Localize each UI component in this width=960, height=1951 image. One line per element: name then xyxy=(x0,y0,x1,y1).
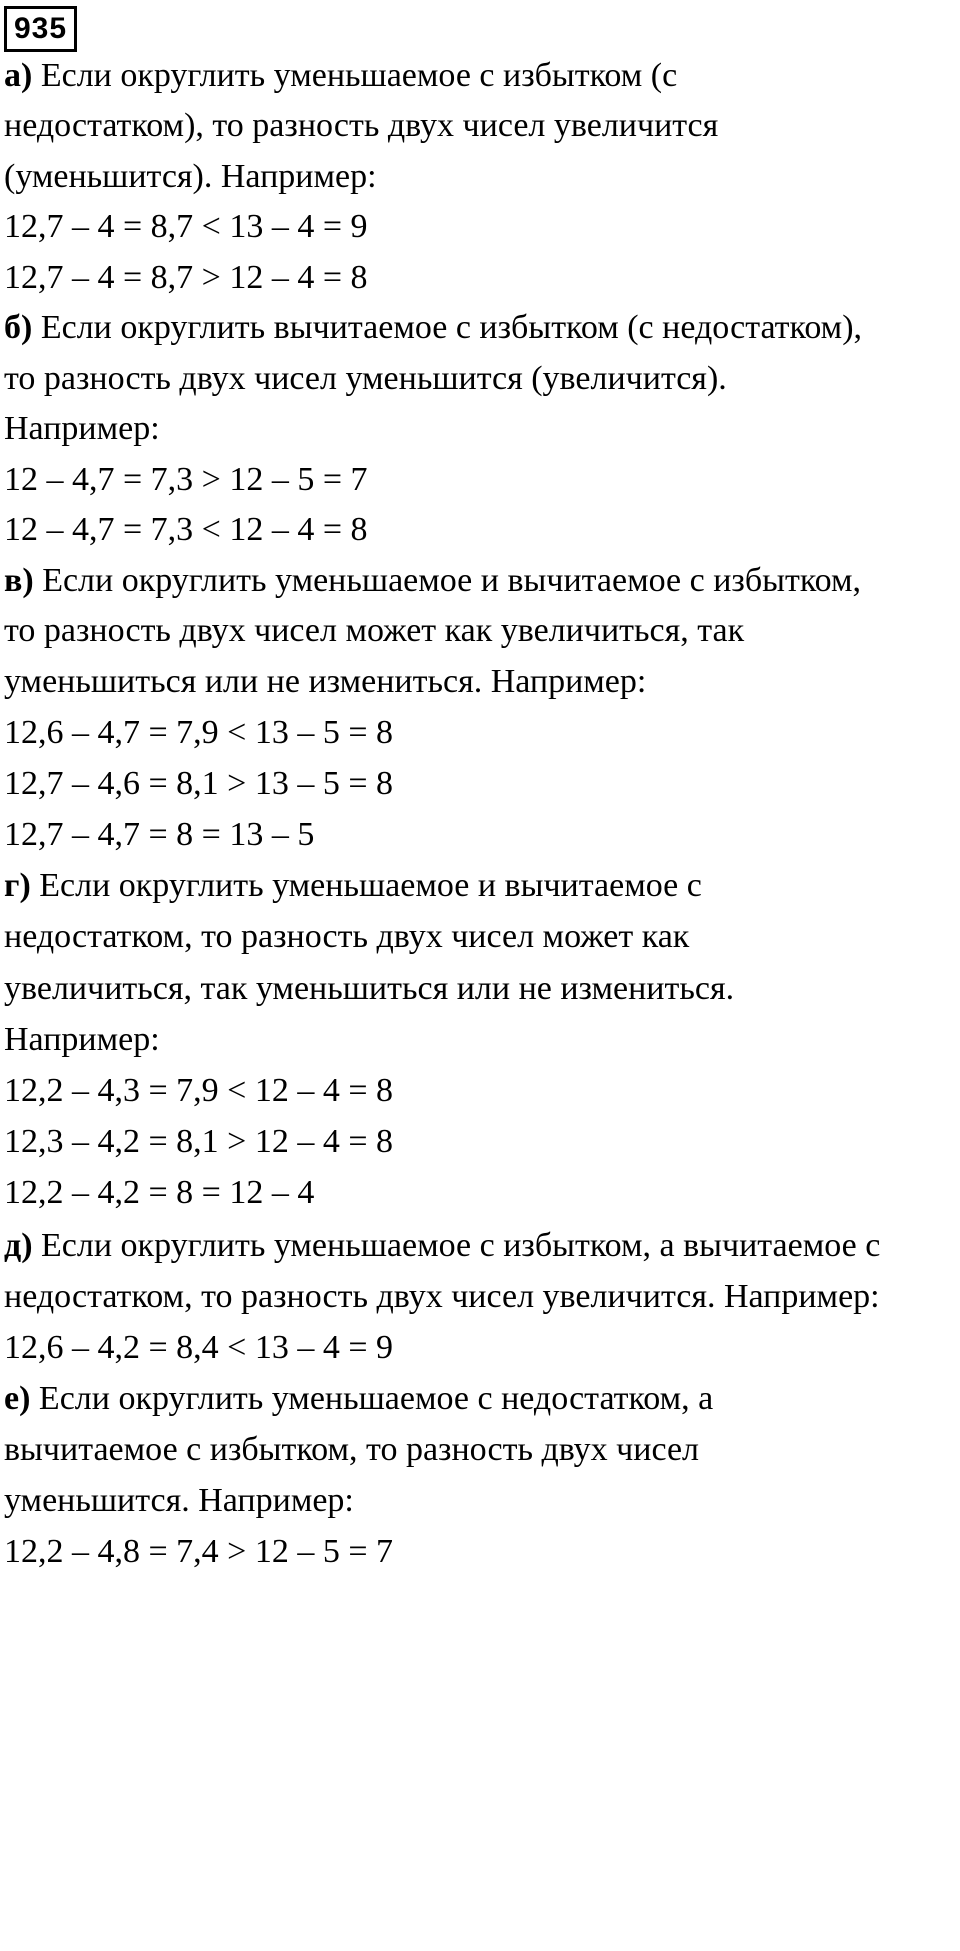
part-g-line-2: недостатком, то разность двух чисел может как xyxy=(4,918,690,955)
part-g-line-1 xyxy=(4,866,702,906)
part-e-line-1 xyxy=(4,1379,713,1419)
part-a-line-3: (уменьшится). Например: xyxy=(4,158,377,195)
part-g-example-1: 12,2 – 4,3 = 7,9 < 12 – 4 = 8 xyxy=(4,1072,394,1109)
part-v-line-1 xyxy=(4,561,861,601)
part-e-line-3: уменьшится. Например: xyxy=(4,1482,354,1519)
part-a-line-1 xyxy=(4,56,677,96)
part-v-label: в) xyxy=(4,562,34,599)
part-e-line-2: вычитаемое с избытком, то разность двух чисел xyxy=(4,1431,700,1468)
part-d-label: д) xyxy=(4,1227,33,1264)
part-v-line-3: уменьшиться или не измениться. Например: xyxy=(4,663,647,700)
part-g-text: Если округлить уменьшаемое и вычитаемое с xyxy=(39,867,702,904)
part-a-example-2: 12,7 – 4 = 8,7 > 12 – 4 = 8 xyxy=(4,259,368,296)
part-g-example-3: 12,2 – 4,2 = 8 = 12 – 4 xyxy=(4,1174,315,1211)
part-g-label: г) xyxy=(4,867,31,904)
part-b-label: б) xyxy=(4,309,33,346)
part-g-example-2: 12,3 – 4,2 = 8,1 > 12 – 4 = 8 xyxy=(4,1123,394,1160)
part-v-example-2: 12,7 – 4,6 = 8,1 > 13 – 5 = 8 xyxy=(4,765,394,802)
part-a-label: а) xyxy=(4,57,33,94)
part-v-line-2: то разность двух чисел может как увеличиться, так xyxy=(4,612,745,649)
part-b-example-2: 12 – 4,7 = 7,3 < 12 – 4 = 8 xyxy=(4,511,368,548)
part-b-line-2: то разность двух чисел уменьшится (увеличится). xyxy=(4,360,727,397)
part-d-line-2: недостатком, то разность двух чисел увеличится. Например: xyxy=(4,1278,880,1315)
part-b-example-1: 12 – 4,7 = 7,3 > 12 – 5 = 7 xyxy=(4,461,368,498)
exercise-number: 935 xyxy=(4,6,77,52)
part-e-label: е) xyxy=(4,1380,31,1417)
part-d-text: Если округлить уменьшаемое с избытком, а вычитаемое с xyxy=(41,1227,881,1264)
part-g-line-4: Например: xyxy=(4,1021,160,1058)
part-g-line-3: увеличиться, так уменьшиться или не измениться. xyxy=(4,970,735,1007)
part-a-example-1: 12,7 – 4 = 8,7 < 13 – 4 = 9 xyxy=(4,208,368,245)
part-e-text: Если округлить уменьшаемое с недостатком, а xyxy=(38,1380,714,1417)
part-d-line-1 xyxy=(4,1226,880,1266)
part-b-text: Если округлить вычитаемое с избытком (с недостатком), xyxy=(40,309,863,346)
part-v-text: Если округлить уменьшаемое и вычитаемое с избытком, xyxy=(42,562,862,599)
part-d-example-1: 12,6 – 4,2 = 8,4 < 13 – 4 = 9 xyxy=(4,1329,394,1366)
part-v-example-1: 12,6 – 4,7 = 7,9 < 13 – 5 = 8 xyxy=(4,714,394,751)
part-a-line-2: недостатком), то разность двух чисел увеличится xyxy=(4,107,719,144)
part-a-text: Если округлить уменьшаемое с избытком (с xyxy=(40,57,678,94)
part-b-line-3: Например: xyxy=(4,410,160,447)
part-v-example-3: 12,7 – 4,7 = 8 = 13 – 5 xyxy=(4,816,315,853)
part-b-line-1 xyxy=(4,308,862,348)
part-e-example-1: 12,2 – 4,8 = 7,4 > 12 – 5 = 7 xyxy=(4,1533,394,1570)
